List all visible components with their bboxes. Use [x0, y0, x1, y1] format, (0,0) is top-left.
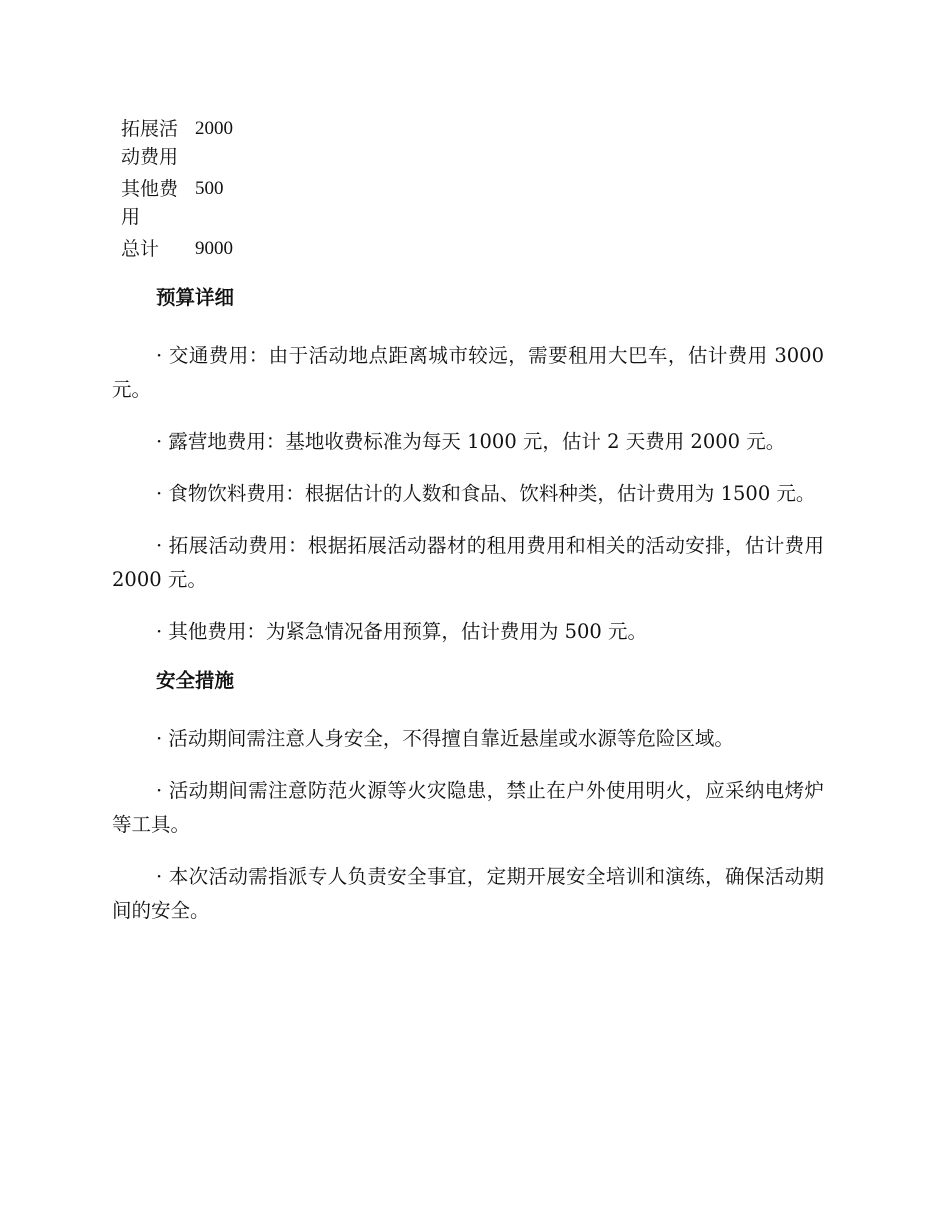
bullet-paragraph: · 活动期间需注意人身安全，不得擅自靠近悬崖或水源等危险区域。: [156, 727, 734, 750]
table-row: [121, 175, 275, 231]
bullet-paragraph: · 食物饮料费用：根据估计的人数和食品、饮料种类，估计费用为 1500 元。: [156, 482, 816, 505]
table-cell-item: 其他费用: [121, 178, 179, 228]
table-cell-amount: 9000: [195, 238, 233, 259]
bullet-paragraph: · 露营地费用：基地收费标准为每天 1000 元，估计 2 天费用 2000 元。: [156, 430, 786, 453]
section-heading-safety: 安全措施: [156, 669, 235, 692]
bullet-paragraph: · 本次活动需指派专人负责安全事宜，定期开展安全培训和演练，确保活动期间的安全。: [112, 865, 824, 922]
table-row: [121, 115, 275, 171]
table-row: [121, 235, 275, 263]
bullet-paragraph: · 交通费用：由于活动地点距离城市较远，需要租用大巴车，估计费用 3000 元。: [112, 344, 824, 401]
budget-table: [121, 115, 275, 267]
bullet-paragraph: · 其他费用：为紧急情况备用预算，估计费用为 500 元。: [156, 620, 648, 643]
table-cell-amount: 500: [195, 178, 224, 199]
bullet-paragraph: · 活动期间需注意防范火源等火灾隐患，禁止在户外使用明火，应采纳电烤炉等工具。: [112, 779, 824, 836]
table-cell-item: 拓展活动费用: [121, 118, 179, 168]
section-heading-budget-detail: 预算详细: [156, 286, 235, 309]
bullet-paragraph: · 拓展活动费用：根据拓展活动器材的租用费用和相关的活动安排，估计费用 2000 元。: [112, 534, 824, 591]
table-cell-item: 总计: [121, 238, 160, 260]
table-cell-amount: 2000: [195, 118, 233, 139]
document-body: [112, 284, 824, 946]
